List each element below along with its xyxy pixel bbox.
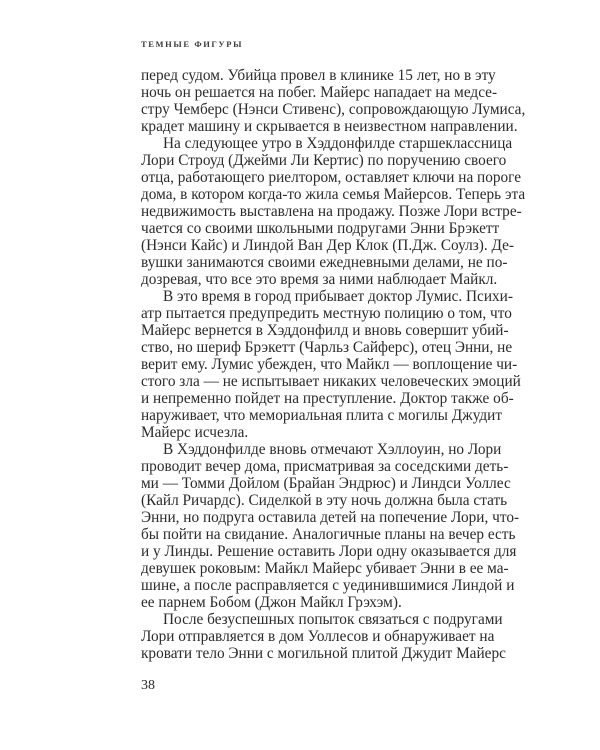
text-line: недвижимость выставлена на продажу. Позже Лори встре- xyxy=(141,203,522,220)
text-line: (Нэнси Кайс) и Линдой Ван Дер Клок (П.Дж. Соулз). Де- xyxy=(141,237,514,254)
text-line: Майерс вернется в Хэддонфилд и вновь совершит убий- xyxy=(141,322,509,339)
text-line: перед судом. Убийца провел в клинике 15 лет, но в эту xyxy=(141,67,496,84)
paragraph xyxy=(141,611,506,662)
text-line: После безуспешных попыток связаться с подругами xyxy=(163,611,503,628)
text-line: стру Чемберс (Нэнси Стивенс), сопровождающую Лумиса, xyxy=(141,101,526,118)
running-head: ТЕМНЫЕ ФИГУРЫ xyxy=(141,39,244,49)
text-line: кровати тело Энни с могильной плитой Джудит Майерс xyxy=(141,645,506,662)
text-line: ство, но шериф Брэкетт (Чарльз Сайферс), отец Энни, не xyxy=(141,339,513,356)
text-line: верит ему. Лумис убежден, что Майкл — воплощение чи- xyxy=(141,356,518,373)
text-line: атр пытается предупредить местную полицию о том, что xyxy=(141,305,512,322)
text-line: вушки занимаются своими ежедневными делами, не по- xyxy=(141,254,508,271)
body-text xyxy=(141,67,526,662)
paragraph xyxy=(141,441,520,611)
text-line: (Кайл Ричардс). Сиделкой в эту ночь должна была стать xyxy=(141,492,508,509)
paragraph xyxy=(141,288,521,441)
text-line: Энни, но подруга оставила детей на попечение Лори, что- xyxy=(141,509,520,526)
text-line: и непременно пойдет на преступление. Доктор также об- xyxy=(141,390,514,407)
text-line: ночь он решается на побег. Майерс нападает на медсе- xyxy=(141,84,498,101)
text-line: проводит вечер дома, присматривая за соседскими деть- xyxy=(141,458,509,475)
text-line: чается со своими школьными подругами Энни Брэкетт xyxy=(141,220,500,237)
text-line: крадет машину и скрывается в неизвестном направлении. xyxy=(141,118,518,135)
text-line: и у Линды. Решение оставить Лори одну оказывается для xyxy=(141,543,517,560)
text-line: Лори Строуд (Джейми Ли Кертис) по поручению своего xyxy=(141,152,507,169)
text-line: бы пойти на свидание. Аналогичные планы на вечер есть xyxy=(141,526,516,543)
text-line: На следующее утро в Хэддонфилде старшеклассница xyxy=(163,135,513,152)
text-line: дозревая, что все это время за ними наблюдает Майкл. xyxy=(141,271,498,288)
text-line: ее парнем Бобом (Джон Майкл Грэхэм). xyxy=(141,594,402,611)
text-line: Майерс исчезла. xyxy=(141,424,249,441)
text-line: отца, работающего риелтором, оставляет ключи на пороге xyxy=(141,169,522,186)
paragraph xyxy=(141,67,526,135)
text-line: стого зла — не испытывает никаких человеческих эмоций xyxy=(141,373,521,390)
page-number: 38 xyxy=(141,678,155,693)
text-line: шине, а после расправляется с уединившимися Линдой и xyxy=(141,577,515,594)
text-line: В это время в город прибывает доктор Лумис. Психи- xyxy=(163,288,513,305)
text-line: Лори отправляется в дом Уоллесов и обнаруживает на xyxy=(141,628,495,645)
paragraph xyxy=(141,135,526,288)
text-line: ми — Томми Дойлом (Брайан Эндрюс) и Линдси Уоллес xyxy=(141,475,511,492)
text-line: В Хэддонфилде вновь отмечают Хэллоуин, но Лори xyxy=(163,441,502,458)
text-line: дома, в котором когда-то жила семья Майерсов. Теперь эта xyxy=(141,186,526,203)
text-line: наруживает, что мемориальная плита с могилы Джудит xyxy=(141,407,503,424)
text-line: девушек роковым: Майкл Майерс убивает Энни в ее ма- xyxy=(141,560,509,577)
